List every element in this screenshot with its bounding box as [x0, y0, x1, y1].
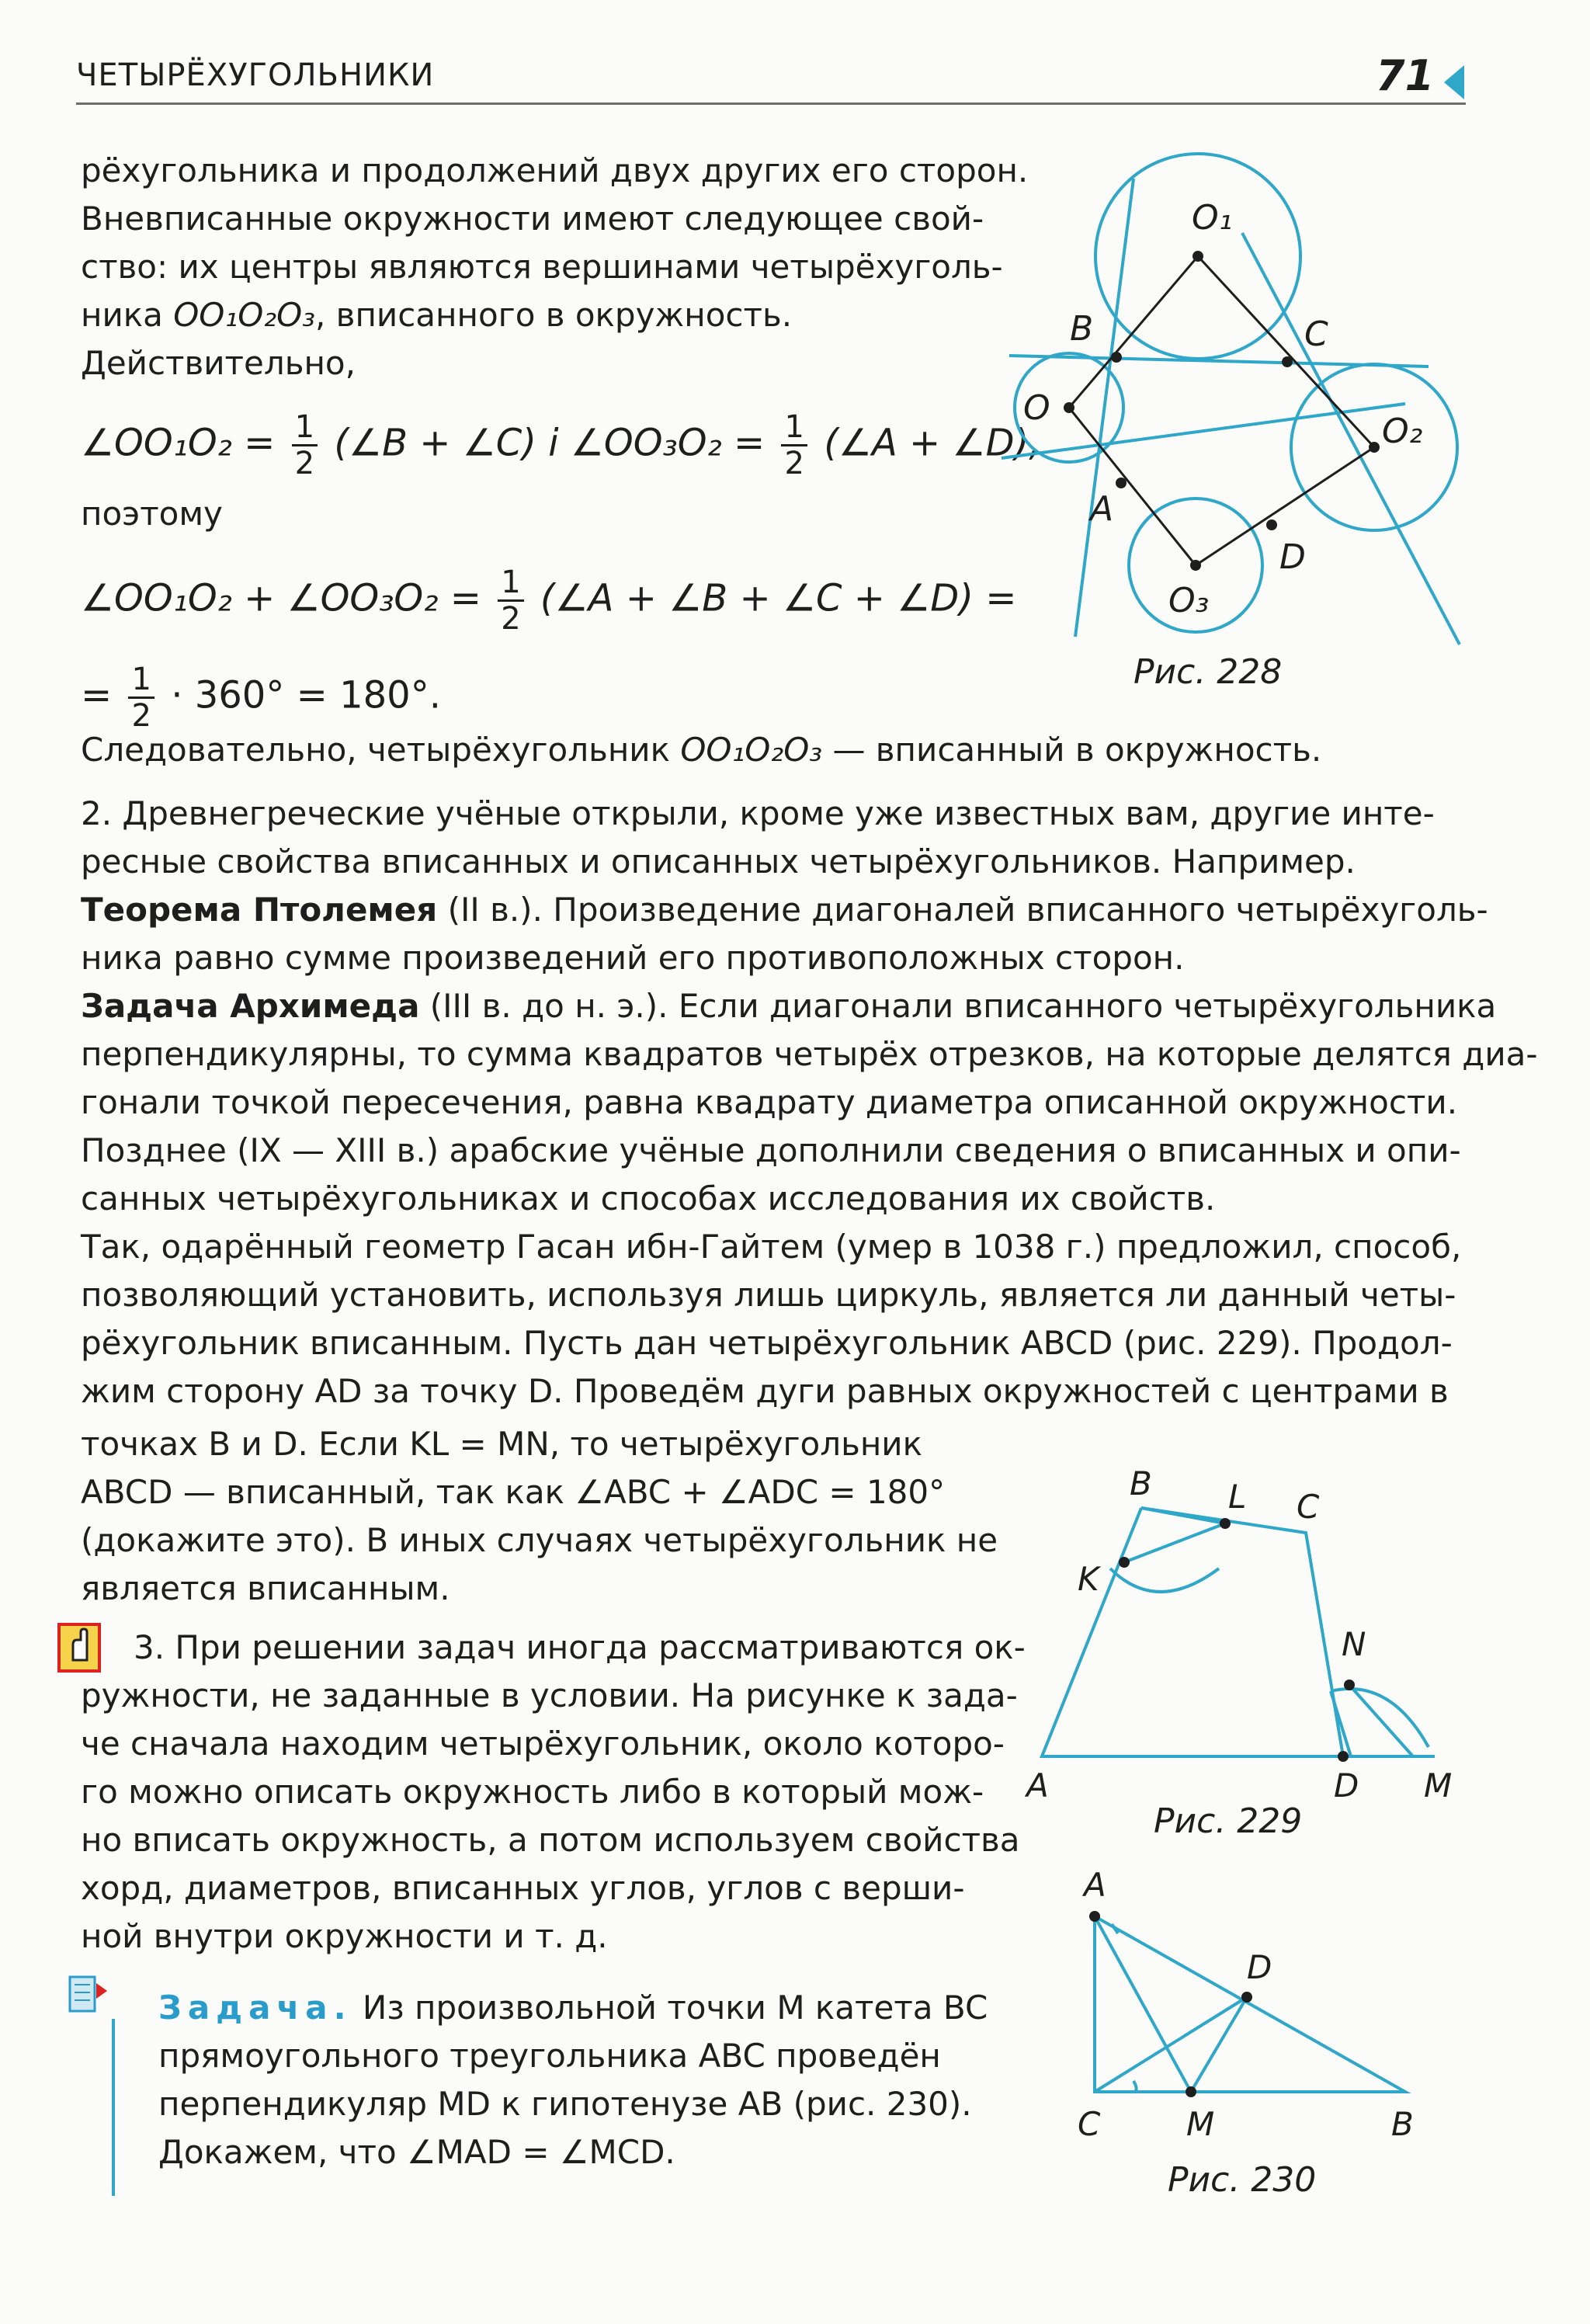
- quad-oo1o2o3: [1069, 256, 1374, 565]
- text-line: ной внутри окружности и т. д.: [81, 1917, 608, 1955]
- text-line: Следовательно, четырёхугольник OO₁O₂O₃ — вписанный в окружность.: [81, 731, 1322, 769]
- figure-229: [1017, 1452, 1483, 1809]
- text-line: Задача Архимеда (III в. до н. э.). Если диагонали вписанного четырёхугольника: [81, 987, 1497, 1025]
- label-a: A: [1084, 1866, 1106, 1904]
- side-ad: [1042, 1508, 1435, 1756]
- caption-fig228: Рис. 228: [1133, 652, 1283, 692]
- arc-b: [1110, 1568, 1219, 1592]
- page-number: 71: [1376, 51, 1435, 100]
- side-cd-line: [1242, 233, 1460, 644]
- label-k: K: [1078, 1560, 1099, 1598]
- quad-name: OO₁O₂O₃: [173, 296, 315, 334]
- label-a: A: [1026, 1766, 1049, 1805]
- label-b: B: [1070, 309, 1094, 349]
- text-line: Вневписанные окружности имеют следующее свой-: [81, 200, 984, 238]
- label-o3: O₃: [1168, 581, 1210, 620]
- task-line: перпендикуляр MD к гипотенузе AB (рис. 230).: [158, 2085, 972, 2123]
- label-o: O: [1023, 388, 1050, 428]
- text-line: че сначала находим четырёхугольник, около которо-: [81, 1725, 1005, 1763]
- label-o2: O₂: [1382, 412, 1423, 451]
- label-m: M: [1424, 1766, 1453, 1805]
- task-line: прямоугольного треугольника ABC проведён: [158, 2037, 941, 2075]
- label-o1: O₁: [1192, 198, 1233, 238]
- text-line: 3. При решении задач иногда рассматриваются ок-: [134, 1628, 1026, 1666]
- label-d: D: [1334, 1766, 1359, 1805]
- equation-1: ∠OO₁O₂ = $\frac{1}{2}$ (∠B + ∠C) і ∠OO₃O₂ = $\frac{1}{2}$ (∠A + ∠D),: [81, 409, 1041, 481]
- text-line: хорд, диаметров, вписанных углов, углов с верши-: [81, 1869, 965, 1907]
- text-line: ника OO₁O₂O₃, вписанного в окружность.: [81, 296, 793, 334]
- text-line: 2. Древнегреческие учёные открыли, кроме уже известных вам, другие инте-: [81, 794, 1435, 832]
- label-m: M: [1186, 2105, 1215, 2143]
- text-line: является вписанным.: [81, 1569, 450, 1607]
- text-line: Теорема Птолемея (II в.). Произведение диагоналей вписанного четырёхуголь-: [81, 891, 1488, 929]
- task-line: Задача. Из произвольной точки M катета BC: [158, 1989, 988, 2027]
- task-line: Докажем, что ∠MAD = ∠MCD.: [158, 2133, 675, 2171]
- segment-cd: [1095, 1997, 1247, 2092]
- header-rule: [76, 102, 1466, 105]
- text-line: гонали точкой пересечения, равна квадрату диаметра описанной окружности.: [81, 1083, 1458, 1121]
- caption-fig229: Рис. 229: [1154, 1801, 1303, 1841]
- caption-fig230: Рис. 230: [1168, 2160, 1317, 2200]
- label-a: A: [1090, 489, 1114, 529]
- archimedes-title: Задача Архимеда: [81, 987, 420, 1025]
- text-line: ресные свойства вписанных и описанных четырёхугольников. Например.: [81, 842, 1356, 881]
- task-sidebar-line: [112, 2019, 115, 2196]
- text-line: но вписать окружность, а потом используем свойства: [81, 1821, 1020, 1859]
- label-d: D: [1247, 1948, 1272, 1986]
- figure-228: [986, 140, 1483, 668]
- ptolemy-title: Теорема Птолемея: [81, 891, 438, 929]
- hand-pointer-icon: [57, 1623, 101, 1673]
- text-line: рёхугольника и продолжений двух других его сторон.: [81, 151, 1029, 189]
- text-line: ство: их центры являются вершинами четырёхуголь-: [81, 248, 1003, 286]
- page-marker-triangle-icon: [1444, 65, 1464, 99]
- text-line: (докажите это). В иных случаях четырёхугольник не: [81, 1521, 998, 1559]
- text-line: перпендикулярны, то сумма квадратов четырёх отрезков, на которые делятся диа-: [81, 1035, 1538, 1073]
- figure-230: [1064, 1856, 1467, 2159]
- text-line: точках B и D. Если KL = MN, то четырёхугольник: [81, 1425, 922, 1463]
- text-line: Так, одарённый геометр Гасан ибн-Гайтем (умер в 1038 г.) предложил, способ,: [81, 1228, 1462, 1266]
- label-c: C: [1304, 314, 1328, 354]
- label-b: B: [1391, 2105, 1414, 2143]
- task-label: Задача.: [158, 1989, 352, 2027]
- text-line: поэтому: [81, 495, 223, 533]
- label-d: D: [1279, 537, 1306, 577]
- chord-kl: [1124, 1523, 1225, 1562]
- text-line: позволяющий установить, используя лишь циркуль, является ли данный четы-: [81, 1276, 1456, 1314]
- text-line: санных четырёхугольниках и способах исследования их свойств.: [81, 1179, 1216, 1218]
- notebook-icon: [65, 1972, 99, 2011]
- label-c: C: [1078, 2105, 1101, 2143]
- label-n: N: [1342, 1625, 1366, 1663]
- text-line: жим сторону AD за точку D. Проведём дуги равных окружностей с центрами в: [81, 1372, 1449, 1410]
- label-b: B: [1130, 1464, 1152, 1502]
- segment-md: [1191, 1997, 1247, 2092]
- equation-3: = $\frac{1}{2}$ · 360° = 180°.: [81, 662, 441, 734]
- side-ab-line: [1002, 404, 1405, 458]
- equation-2: ∠OO₁O₂ + ∠OO₃O₂ = $\frac{1}{2}$ (∠A + ∠B + ∠C + ∠D) =: [81, 564, 1017, 637]
- label-c: C: [1297, 1488, 1320, 1526]
- label-l: L: [1228, 1478, 1247, 1516]
- text-line: ружности, не заданные в условии. На рисунке к зада-: [81, 1676, 1018, 1714]
- text-line: го можно описать окружность либо в который мож-: [81, 1773, 984, 1811]
- text-line: рёхугольник вписанным. Пусть дан четырёхугольник ABCD (рис. 229). Продол-: [81, 1324, 1453, 1362]
- running-header: ЧЕТЫРЁХУГОЛЬНИКИ: [76, 57, 435, 93]
- text-line: ABCD — вписанный, так как ∠ABC + ∠ADC = 180°: [81, 1473, 946, 1511]
- text-line: ника равно сумме произведений его противоположных сторон.: [81, 939, 1185, 977]
- text-line: Действительно,: [81, 344, 356, 382]
- text-line: Позднее (IX — XIII в.) арабские учёные дополнили сведения о вписанных и опи-: [81, 1131, 1461, 1169]
